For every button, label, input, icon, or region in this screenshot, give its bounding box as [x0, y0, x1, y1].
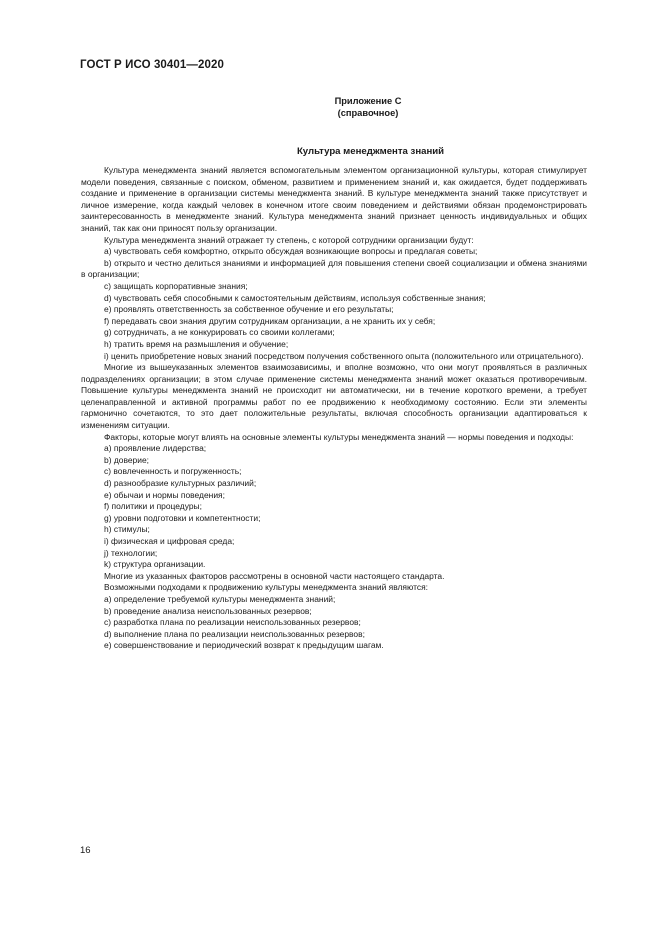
paragraph-factors-note: Многие из указанных факторов рассмотрены в основной части настоящего стандарта. [104, 570, 445, 581]
list-item: d) разнообразие культурных различий; [104, 478, 257, 489]
paragraph-degree: Культура менеджмента знаний отражает ту степень, с которой сотрудники организации будут: [104, 234, 474, 245]
list-item: b) доверие; [104, 454, 149, 465]
section-title: Культура менеджмента знаний [296, 146, 445, 157]
annex-heading [0, 95, 661, 119]
list-item: j) технологии; [104, 547, 158, 558]
list-item: h) стимулы; [104, 524, 150, 535]
page-number: 16 [80, 845, 91, 856]
list-item: i) физическая и цифровая среда; [104, 536, 235, 546]
list-item: e) обычаи и нормы поведения; [104, 489, 225, 500]
list-item: e) проявлять ответственность за собственное обучение и его результаты; [104, 304, 394, 315]
list-item: c) вовлеченность и погруженность; [104, 466, 242, 477]
list-item: a) определение требуемой культуры менеджмента знаний; [104, 593, 336, 604]
list-item: i) ценить приобретение новых знаний посредством получения собственного опыта (положительного или отрицательного). [104, 350, 584, 361]
annex-subtitle: (справочное) [337, 108, 399, 118]
list-item: b) открыто и честно делиться знаниями и информацией для повышения степени своей социализации и обмена знаниями в организации; [81, 257, 587, 280]
paragraph-interdependence: Многие из вышеуказанных элементов взаимозависимы, и вполне возможно, что они могут проявляться в различных подразделениях организации; в этом случае применение системы менеджмента знаний может оказаться противоречивым. Повышение культуры менеджмента знаний не происходит ни автоматически, ни в течение короткого времени, а требует целенаправленной и активной программы работ по ее продвижению к необходимому состоянию. Если эти элементы гармонично сочетаются, то это дает положительные результаты, включая способность организации адаптироваться к изменениям ситуации. [81, 362, 587, 431]
list-item: e) совершенствование и периодический возврат к предыдущим шагам. [104, 640, 384, 651]
list-item: f) передавать свои знания другим сотрудникам организации, а не хранить их у себя; [104, 315, 436, 326]
list-item: b) проведение анализа неиспользованных резервов; [104, 605, 312, 616]
standard-code: ГОСТ Р ИСО 30401—2020 [80, 59, 225, 71]
list-item: d) выполнение плана по реализации неиспользованных резервов; [104, 628, 365, 639]
list-item: c) разработка плана по реализации неиспользованных резервов; [104, 617, 361, 628]
list-item: a) чувствовать себя комфортно, открыто обсуждая возникающие вопросы и предлагая советы; [104, 246, 478, 257]
paragraph-intro: Культура менеджмента знаний является вспомогательным элементом организационной культуры, которая стимулирует модели поведения, связанные с поиском, обменом, развитием и применением знаний и, как ожидается, будет поддерживать создание и применение в организации системы менеджмента знаний. В культуре менеджмента знаний также присутствует и личное измерение, когда каждый человек в конечном итоге своим поведением и действиями обязан продемонстрировать заинтересованность в менеджменте знаний. Культура менеджмента знаний признает ценность индивидуальных и общих знаний, так как они приносят пользу организации. [81, 165, 587, 233]
list-item: c) защищать корпоративные знания; [104, 280, 248, 291]
list-item: a) проявление лидерства; [104, 443, 207, 454]
paragraph-approaches: Возможными подходами к продвижению культуры менеджмента знаний являются: [104, 582, 429, 593]
list-item: k) структура организации. [104, 559, 206, 570]
paragraph-factors: Факторы, которые могут влиять на основные элементы культуры менеджмента знаний — нормы поведения и подходы: [104, 431, 574, 442]
list-item: h) тратить время на размышления и обучение; [104, 338, 289, 349]
list-item: g) уровни подготовки и компетентности; [104, 512, 261, 523]
list-item: f) политики и процедуры; [104, 501, 202, 512]
body-text [81, 165, 587, 652]
annex-title: Приложение С [334, 96, 402, 106]
list-item: g) сотрудничать, а не конкурировать со своими коллегами; [104, 327, 335, 338]
list-item: d) чувствовать себя способными к самостоятельным действиям, используя собственные знания; [104, 292, 486, 303]
